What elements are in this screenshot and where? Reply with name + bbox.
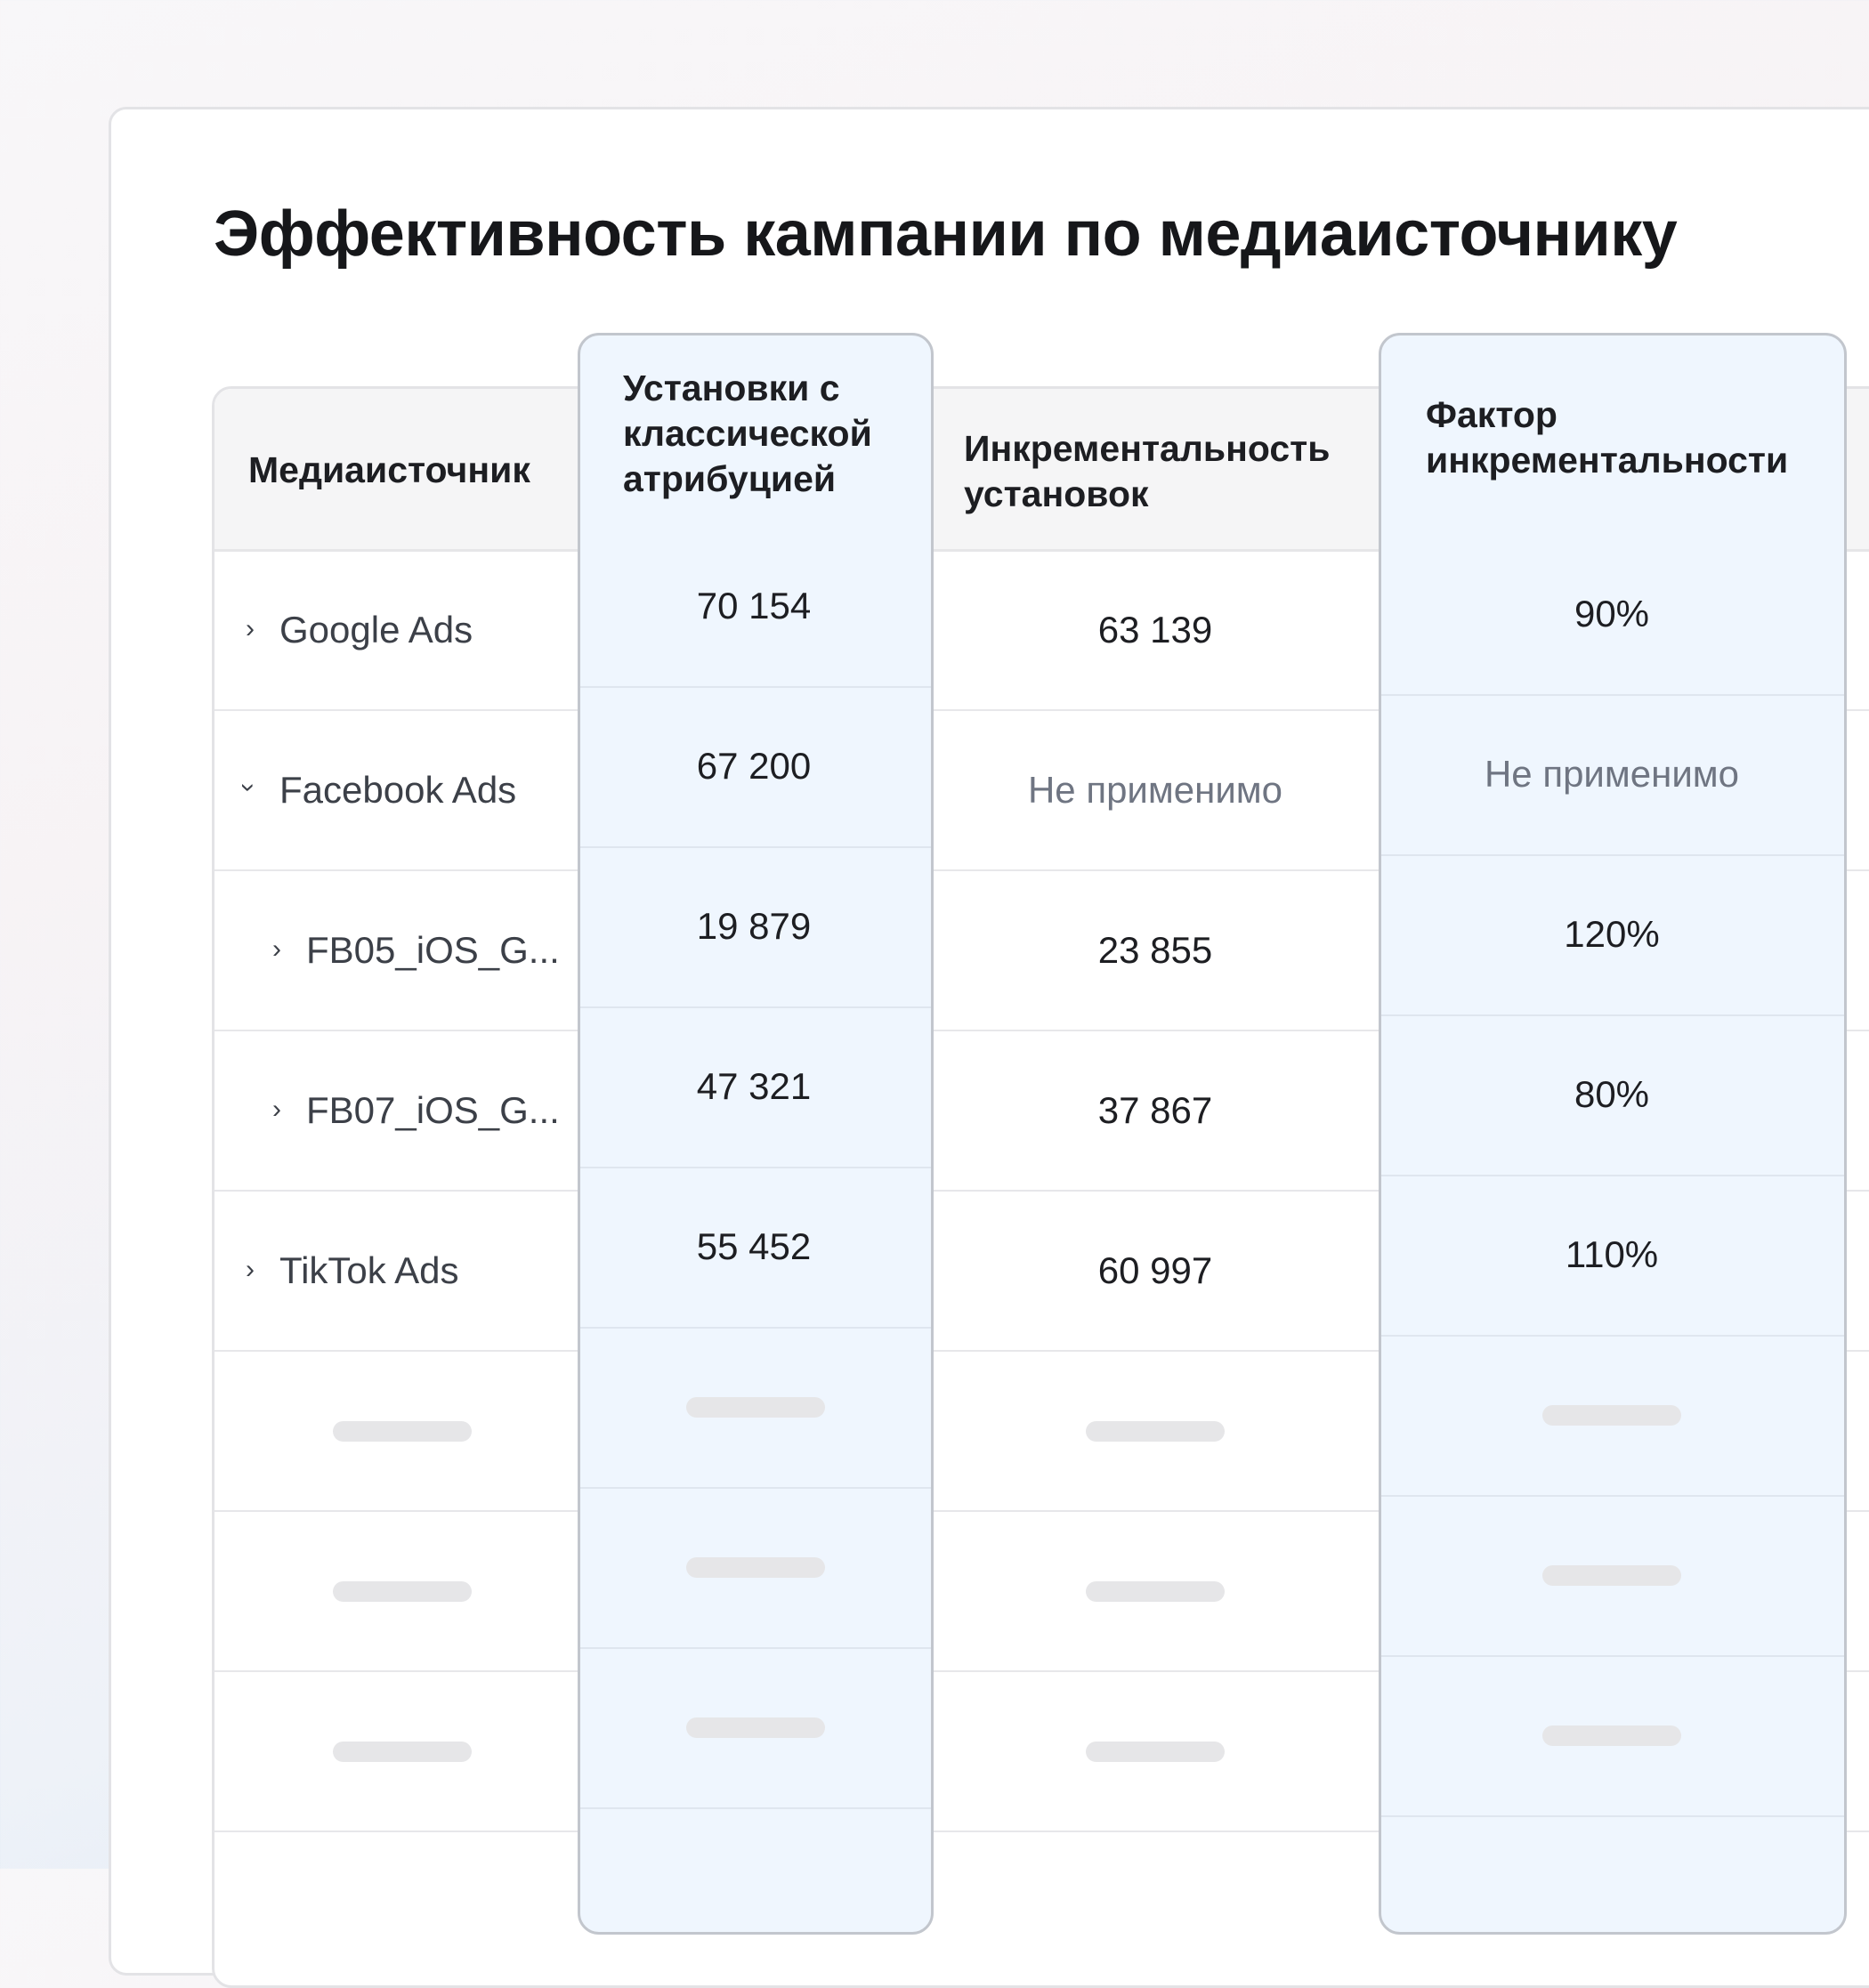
column-header-classic-installs[interactable]: Установки с классической атрибуцией: [623, 368, 872, 499]
source-name: Google Ads: [279, 609, 473, 651]
skeleton-placeholder: [333, 1742, 472, 1762]
skeleton-placeholder: [686, 1557, 825, 1578]
skeleton-placeholder: [1542, 1565, 1681, 1586]
source-name: FB05_iOS_G...: [306, 929, 560, 971]
highlight-column-factor: [1379, 333, 1847, 1935]
source-name: FB07_iOS_G...: [306, 1089, 560, 1131]
incremental-installs-value: 23 855: [1097, 929, 1213, 971]
source-name: TikTok Ads: [279, 1249, 459, 1291]
highlight-column-classic: [578, 333, 934, 1935]
page-title: Эффективность кампании по медиаисточнику: [214, 198, 1678, 270]
classic-installs-value: 70 154: [696, 585, 812, 626]
skeleton-placeholder: [1086, 1421, 1225, 1442]
incrementality-factor-value: 80%: [1574, 1073, 1650, 1115]
skeleton-placeholder: [1542, 1405, 1681, 1426]
skeleton-placeholder: [333, 1421, 472, 1442]
skeleton-placeholder: [333, 1581, 472, 1602]
column-header-source[interactable]: Медиаисточник: [248, 449, 530, 490]
column-header-incremental-installs[interactable]: Инкрементальность установок: [964, 428, 1331, 514]
classic-installs-value: 47 321: [696, 1065, 812, 1107]
incremental-installs-value: 60 997: [1097, 1249, 1213, 1291]
classic-installs-value: 55 452: [696, 1225, 812, 1267]
chevron-right-icon[interactable]: ›: [272, 934, 281, 964]
skeleton-placeholder: [686, 1397, 825, 1418]
incremental-installs-value: 37 867: [1097, 1089, 1213, 1131]
classic-installs-value: 19 879: [696, 905, 812, 947]
classic-installs-value: 67 200: [696, 745, 812, 787]
incremental-installs-value: 63 139: [1097, 609, 1213, 651]
chevron-right-icon[interactable]: ›: [246, 1255, 255, 1284]
chevron-right-icon[interactable]: ›: [272, 1095, 281, 1124]
skeleton-placeholder: [1086, 1581, 1225, 1602]
source-name: Facebook Ads: [279, 769, 517, 811]
incrementality-factor-value: 110%: [1565, 1233, 1659, 1275]
chevron-down-icon[interactable]: ›: [234, 783, 263, 792]
incrementality-factor-value: 120%: [1564, 913, 1660, 955]
incrementality-factor-value: 90%: [1574, 593, 1650, 634]
chevron-right-icon[interactable]: ›: [246, 614, 255, 643]
skeleton-placeholder: [1086, 1742, 1225, 1762]
skeleton-placeholder: [1542, 1725, 1681, 1746]
column-header-incrementality-factor[interactable]: Фактор инкрементальности: [1426, 394, 1789, 481]
incrementality-factor-value: Не применимо: [1484, 753, 1740, 795]
incremental-installs-value: Не применимо: [1027, 769, 1283, 811]
skeleton-placeholder: [686, 1717, 825, 1738]
